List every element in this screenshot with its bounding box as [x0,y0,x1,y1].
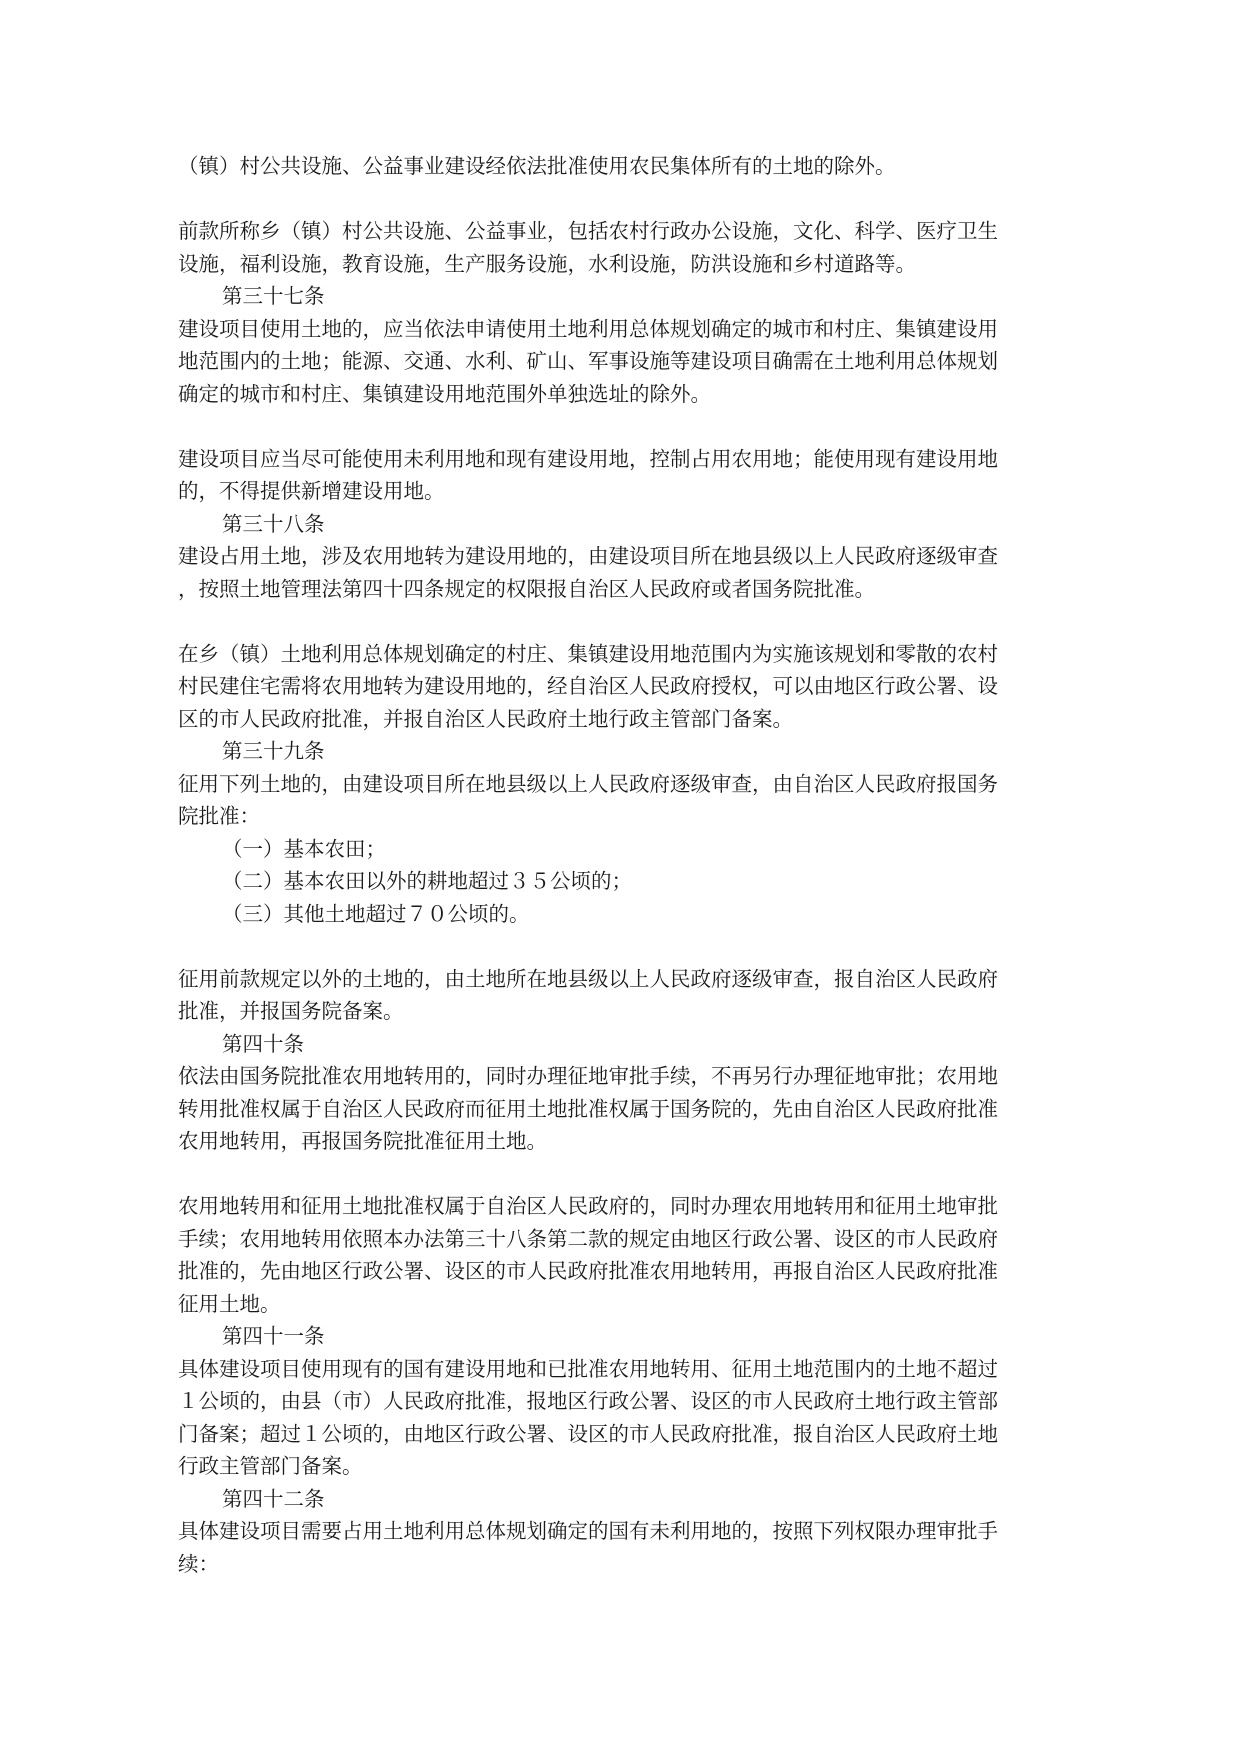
paragraph-line: 行政主管部门备案。 [178,1454,363,1478]
paragraph-line: ，按照土地管理法第四十四条规定的权限报自治区人民政府或者国务院批准。 [178,576,875,601]
paragraph-line: 手续；农用地转用依照本办法第三十八条第二款的规定由地区行政公署、设区的市人民政府 [178,1226,998,1251]
paragraph [178,1060,1063,1158]
paragraph [178,215,1063,280]
article-heading: 第三十九条 [222,739,325,763]
article-heading: 第四十一条 [222,1324,325,1348]
paragraph-line: １公顷的，由县（市）人民政府批准，报地区行政公署、设区的市人民政府土地行政主管部 [178,1389,998,1413]
paragraph-line: 批准，并报国务院备案。 [178,999,404,1023]
article-heading: 第三十八条 [222,511,325,536]
paragraph-gap [178,605,1063,638]
paragraph-line: 农用地转用和征用土地批准权属于自治区人民政府的，同时办理农用地转用和征用土地审批 [178,1194,998,1218]
paragraph-line: 农用地转用，再报国务院批准征用土地。 [178,1129,547,1153]
paragraph [178,443,1063,508]
paragraph-line: 村民建住宅需将农用地转为建设用地的，经自治区人民政府授权，可以由地区行政公署、设 [178,674,998,698]
paragraph [178,768,1063,833]
list-item: （二）基本农田以外的耕地超过３５公顷的； [222,869,632,893]
paragraph-line: 院批准： [178,804,260,828]
paragraph-line: 具体建设项目需要占用土地利用总体规划确定的国有未利用地的，按照下列权限办理审批手 [178,1519,998,1543]
paragraph-line: 建设占用土地，涉及农用地转为建设用地的，由建设项目所在地县级以上人民政府逐级审查 [178,544,998,568]
list-item: （一）基本农田； [222,836,386,861]
paragraph-line: 建设项目使用土地的，应当依法申请使用土地利用总体规划确定的城市和村庄、集镇建设用 [178,316,998,341]
paragraph-line: 设施，福利设施，教育设施，生产服务设施，水利设施，防洪设施和乡村道路等。 [178,251,916,276]
paragraph [178,1353,1063,1483]
paragraph-line: 征用下列土地的，由建设项目所在地县级以上人民政府逐级审查，由自治区人民政府报国务 [178,771,998,796]
paragraph-line: 地范围内的土地；能源、交通、水利、矿山、军事设施等建设项目确需在土地利用总体规划 [178,349,998,373]
paragraph [178,150,1063,183]
paragraph-line: 前款所称乡（镇）村公共设施、公益事业，包括农村行政办公设施，文化、科学、医疗卫生 [178,219,998,243]
paragraph-line: 续： [178,1551,219,1576]
paragraph-gap [178,930,1063,963]
paragraph [178,963,1063,1028]
paragraph [178,313,1063,411]
paragraph-line: 征用土地。 [178,1291,281,1316]
document-body [178,150,1063,1580]
paragraph-line: 的，不得提供新增建设用地。 [178,479,445,503]
paragraph-line: 依法由国务院批准农用地转用的，同时办理征地审批手续，不再另行办理征地审批；农用地 [178,1064,998,1088]
paragraph-line: 区的市人民政府批准，并报自治区人民政府土地行政主管部门备案。 [178,706,793,731]
paragraph-line: （镇）村公共设施、公益事业建设经依法批准使用农民集体所有的土地的除外。 [178,154,896,178]
paragraph-line: 具体建设项目使用现有的国有建设用地和已批准农用地转用、征用土地范围内的土地不超过 [178,1356,998,1381]
article-heading: 第四十条 [222,1031,304,1056]
paragraph-gap [178,410,1063,443]
paragraph [178,1515,1063,1580]
paragraph-gap [178,183,1063,216]
paragraph-line: 在乡（镇）土地利用总体规划确定的村庄、集镇建设用地范围内为实施该规划和零散的农村 [178,641,998,666]
paragraph-line: 门备案；超过１公顷的，由地区行政公署、设区的市人民政府批准，报自治区人民政府土地 [178,1421,998,1446]
paragraph-gap [178,1158,1063,1191]
paragraph-line: 转用批准权属于自治区人民政府而征用土地批准权属于国务院的，先由自治区人民政府批准 [178,1096,998,1121]
paragraph-line: 批准的，先由地区行政公署、设区的市人民政府批准农用地转用，再报自治区人民政府批准 [178,1259,998,1283]
list-item: （三）其他土地超过７０公顷的。 [222,901,530,926]
paragraph-line: 确定的城市和村庄、集镇建设用地范围外单独选址的除外。 [178,381,711,406]
article-heading: 第四十二条 [222,1486,325,1511]
paragraph [178,638,1063,736]
paragraph [178,540,1063,605]
paragraph [178,1190,1063,1320]
paragraph-line: 征用前款规定以外的土地的，由土地所在地县级以上人民政府逐级审查，报自治区人民政府 [178,966,998,991]
article-heading: 第三十七条 [222,284,325,308]
paragraph-line: 建设项目应当尽可能使用未利用地和现有建设用地，控制占用农用地；能使用现有建设用地 [178,446,998,471]
